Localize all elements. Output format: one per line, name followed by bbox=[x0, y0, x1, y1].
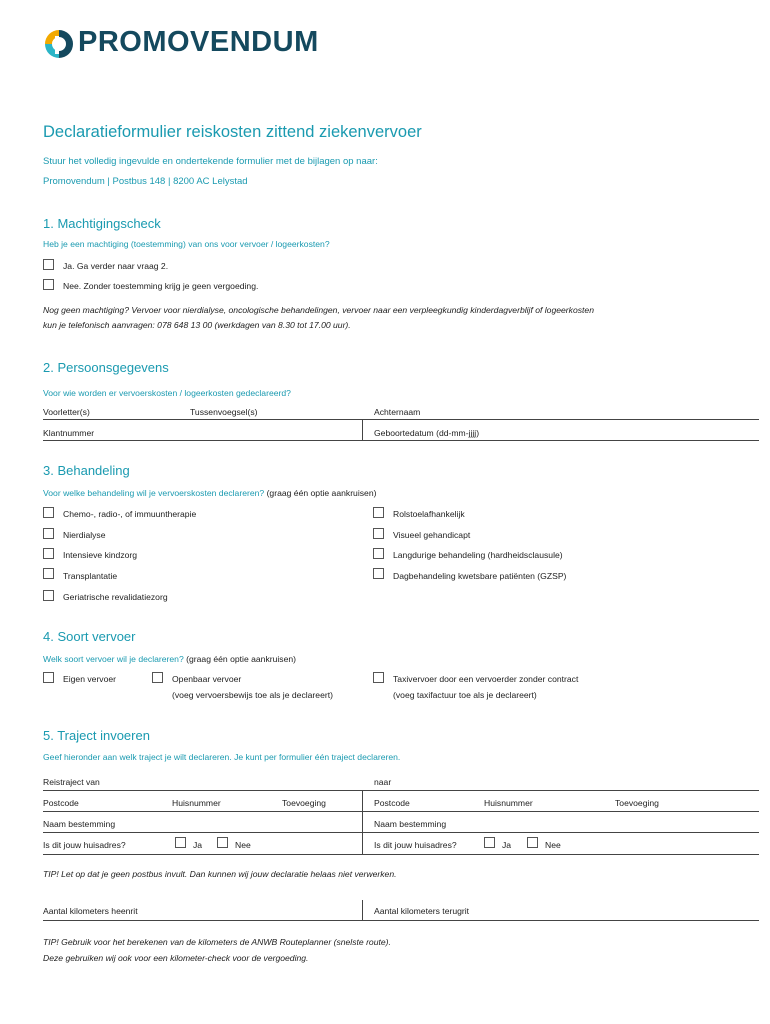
s3-question bbox=[43, 488, 376, 498]
section-1-heading: 1. Machtigingscheck bbox=[43, 216, 161, 231]
s1-no-label: Nee. Zonder toestemming krijg je geen vergoeding. bbox=[63, 281, 259, 291]
s1-note-1: Nog geen machtiging? Vervoer voor nierdialyse, oncologische behandelingen, vervoer naar een verpleegkundig kinderdagverblijf of logeerkosten bbox=[43, 305, 594, 315]
s3-left-checkbox-1[interactable] bbox=[43, 528, 54, 539]
section-5-heading: 5. Traject invoeren bbox=[43, 728, 150, 743]
s3-right-label-3: Dagbehandeling kwetsbare patiënten (GZSP) bbox=[393, 571, 567, 581]
intro-line-1: Stuur het volledig ingevulde en ondertekende formulier met de bijlagen op naar: bbox=[43, 156, 378, 167]
km-terug-label: Aantal kilometers terugrit bbox=[374, 906, 470, 916]
klantnummer-label: Klantnummer bbox=[43, 428, 95, 438]
naar-toevoeging-label: Toevoeging bbox=[615, 798, 659, 808]
km-heen-label: Aantal kilometers heenrit bbox=[43, 906, 138, 916]
intro-address: Promovendum | Postbus 148 | 8200 AC Lelystad bbox=[43, 176, 248, 187]
openbaar-vervoer-sub: (voeg vervoersbewijs toe als je declareert) bbox=[172, 690, 333, 700]
s1-yes-label: Ja. Ga verder naar vraag 2. bbox=[63, 261, 169, 271]
s3-right-checkbox-2[interactable] bbox=[373, 548, 384, 559]
naar-huisadres-nee-checkbox[interactable] bbox=[527, 837, 538, 848]
s2-row2-line bbox=[43, 440, 759, 441]
s3-left-label-3: Transplantatie bbox=[63, 571, 118, 581]
page-title: Declaratieformulier reiskosten zittend ziekenvervoer bbox=[43, 123, 422, 141]
achternaam-label: Achternaam bbox=[374, 407, 421, 417]
naar-postcode-label: Postcode bbox=[374, 798, 410, 808]
van-toevoeging-label: Toevoeging bbox=[282, 798, 326, 808]
s3-right-label-1: Visueel gehandicapt bbox=[393, 530, 471, 540]
logo-text: PROMOVENDUM bbox=[78, 26, 319, 58]
s1-note-2: kun je telefonisch aanvragen: 078 648 13 00 (werkdagen van 8.30 tot 17.00 uur). bbox=[43, 320, 351, 330]
s5-row1-line bbox=[43, 811, 759, 812]
van-huisadres-ja-checkbox[interactable] bbox=[175, 837, 186, 848]
section-4-heading: 4. Soort vervoer bbox=[43, 629, 136, 644]
voorletters-label: Voorletter(s) bbox=[43, 407, 90, 417]
s4-question-text: Welk soort vervoer wil je declareren? bbox=[43, 654, 184, 664]
s3-right-checkbox-1[interactable] bbox=[373, 528, 384, 539]
s4-question bbox=[43, 654, 296, 664]
naar-huisadres-nee-label: Nee bbox=[545, 840, 561, 850]
naar-naam-bestemming-label: Naam bestemming bbox=[374, 819, 447, 829]
s1-yes-checkbox[interactable] bbox=[43, 259, 54, 270]
van-huisadres-label: Is dit jouw huisadres? bbox=[43, 840, 126, 850]
s5-question: Geef hieronder aan welk traject je wilt declareren. Je kunt per formulier één traject declareren. bbox=[43, 752, 401, 762]
s5-tip-2b: Deze gebruiken wij ook voor een kilometer-check voor de vergoeding. bbox=[43, 953, 309, 963]
naar-huisnummer-label: Huisnummer bbox=[484, 798, 533, 808]
eigen-vervoer-label: Eigen vervoer bbox=[63, 674, 117, 684]
s5-tip-2a: TIP! Gebruik voor het berekenen van de kilometers de ANWB Routeplanner (snelste route). bbox=[43, 937, 391, 947]
geboortedatum-label: Geboortedatum (dd-mm-jjjj) bbox=[374, 428, 480, 438]
tussenvoegsel-label: Tussenvoegsel(s) bbox=[190, 407, 258, 417]
s1-no-checkbox[interactable] bbox=[43, 279, 54, 290]
s5-row3-line bbox=[43, 854, 759, 855]
s3-left-label-2: Intensieve kindzorg bbox=[63, 550, 138, 560]
van-postcode-label: Postcode bbox=[43, 798, 79, 808]
naar-label: naar bbox=[374, 777, 392, 787]
taxivervoer-label: Taxivervoer door een vervoerder zonder contract bbox=[393, 674, 579, 684]
s2-question: Voor wie worden er vervoerskosten / logeerkosten gedeclareerd? bbox=[43, 388, 291, 398]
s5-tip-1: TIP! Let op dat je geen postbus invult. Dan kunnen wij jouw declaratie helaas niet verwerken. bbox=[43, 869, 397, 879]
s3-left-label-1: Nierdialyse bbox=[63, 530, 106, 540]
s3-left-checkbox-4[interactable] bbox=[43, 590, 54, 601]
s3-right-checkbox-3[interactable] bbox=[373, 568, 384, 579]
promovendum-logo-icon bbox=[42, 27, 76, 61]
taxivervoer-checkbox[interactable] bbox=[373, 672, 384, 683]
s3-question-text: Voor welke behandeling wil je vervoerskosten declareren? bbox=[43, 488, 265, 498]
van-huisnummer-label: Huisnummer bbox=[172, 798, 221, 808]
s3-right-label-2: Langdurige behandeling (hardheidsclausule) bbox=[393, 550, 563, 560]
s3-left-checkbox-3[interactable] bbox=[43, 568, 54, 579]
section-3-heading: 3. Behandeling bbox=[43, 463, 130, 478]
naar-huisadres-ja-checkbox[interactable] bbox=[484, 837, 495, 848]
s3-right-checkbox-0[interactable] bbox=[373, 507, 384, 518]
s5-divider bbox=[362, 790, 363, 854]
s2-row1-line bbox=[43, 419, 759, 420]
km-divider bbox=[362, 900, 363, 920]
s5-row2-line bbox=[43, 832, 759, 833]
s3-left-label-0: Chemo-, radio-, of immuuntherapie bbox=[63, 509, 197, 519]
van-huisadres-ja-label: Ja bbox=[193, 840, 203, 850]
naar-huisadres-ja-label: Ja bbox=[502, 840, 512, 850]
van-huisadres-nee-label: Nee bbox=[235, 840, 251, 850]
s3-question-suffix: (graag één optie aankruisen) bbox=[264, 488, 377, 498]
s3-left-label-4: Geriatrische revalidatiezorg bbox=[63, 592, 168, 602]
van-naam-bestemming-label: Naam bestemming bbox=[43, 819, 116, 829]
eigen-vervoer-checkbox[interactable] bbox=[43, 672, 54, 683]
naar-huisadres-label: Is dit jouw huisadres? bbox=[374, 840, 457, 850]
s5-header-line bbox=[43, 790, 759, 791]
s1-question: Heb je een machtiging (toestemming) van ons voor vervoer / logeerkosten? bbox=[43, 239, 330, 249]
taxivervoer-sub: (voeg taxifactuur toe als je declareert) bbox=[393, 690, 537, 700]
section-2-heading: 2. Persoonsgegevens bbox=[43, 360, 169, 375]
reistraject-van-label: Reistraject van bbox=[43, 777, 100, 787]
openbaar-vervoer-label: Openbaar vervoer bbox=[172, 674, 242, 684]
s3-left-checkbox-0[interactable] bbox=[43, 507, 54, 518]
s4-question-suffix: (graag één optie aankruisen) bbox=[183, 654, 297, 664]
s3-left-checkbox-2[interactable] bbox=[43, 548, 54, 559]
openbaar-vervoer-checkbox[interactable] bbox=[152, 672, 163, 683]
s3-right-label-0: Rolstoelafhankelijk bbox=[393, 509, 465, 519]
km-line bbox=[43, 920, 759, 921]
s2-divider bbox=[362, 419, 363, 440]
van-huisadres-nee-checkbox[interactable] bbox=[217, 837, 228, 848]
